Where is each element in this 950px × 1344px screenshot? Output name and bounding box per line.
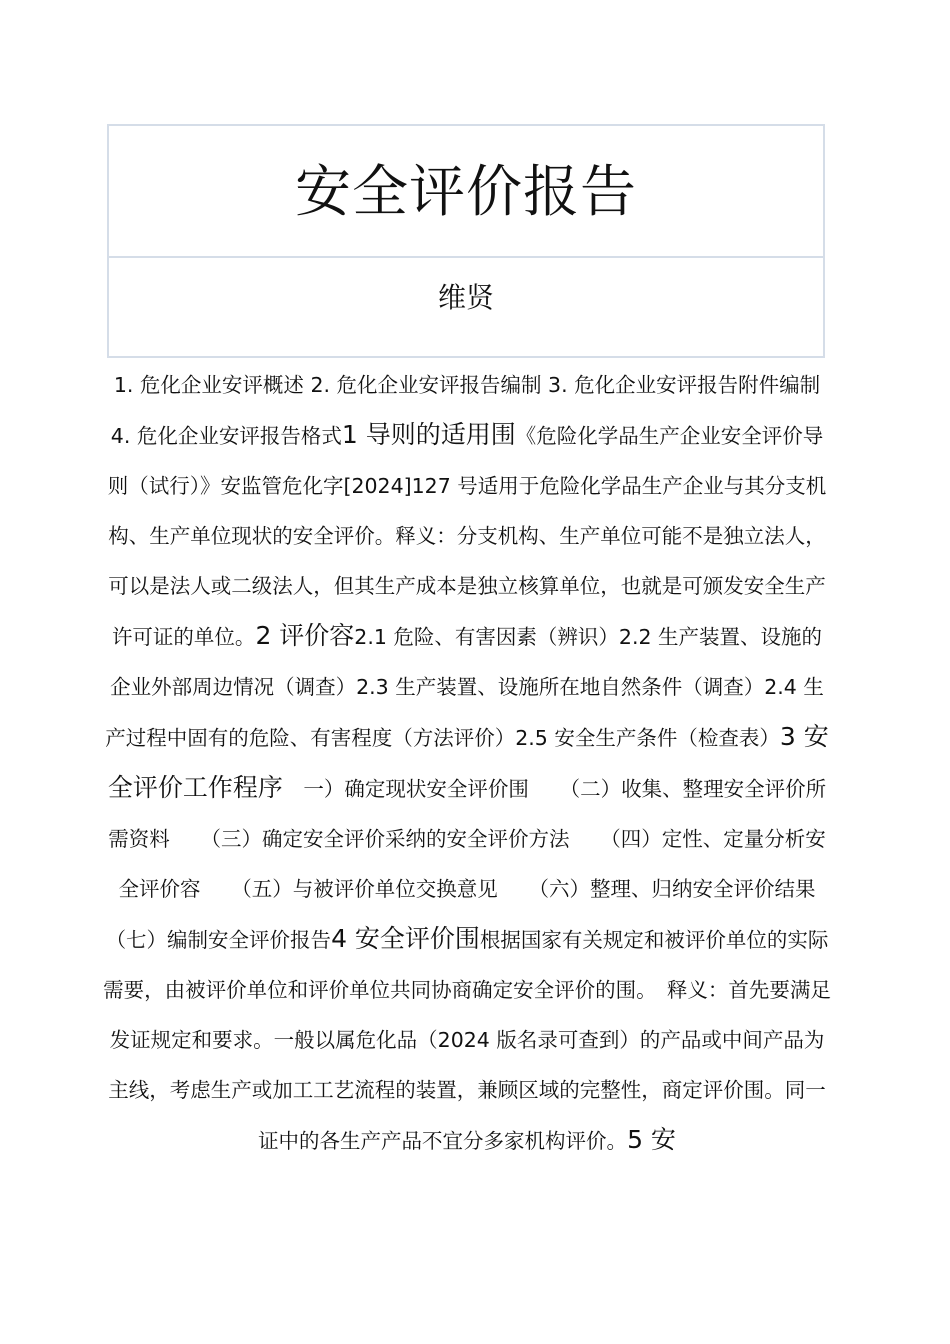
- table-of-contents: 1. 危化企业安评概述 2. 危化企业安评报告编制 3. 危化企业安评报告附件编制 4. 危化企业安评报告格式: [110, 373, 821, 448]
- section-3-text: 一）确定现状安全评价围 （二）收集、整理安全评价所需资料 （三）确定安全评价采纳的安全评价方法 （四）定性、定量分析安全评价容 （五）与被评价单位交换意见 （六）整理、归纳安全评价结果 （七）编制安全评价报告: [105, 777, 857, 952]
- section-1-heading: 1 导则的适用围: [341, 420, 516, 449]
- cover-table: [107, 124, 825, 358]
- section-4-heading: 4 安全评价围: [331, 924, 480, 953]
- section-4-text: 根据国家有关规定和被评价单位的实际需要，由被评价单位和评价单位共同协商确定安全评价的围。 释义：首先要满足发证规定和要求。一般以属危化品（2024 版名录可查到）的产品或中间产品为主线，考虑生产或加工工艺流程的装置，兼顾区域的完整性，商定评价围。同一证中的各生产产品不宜分多家机构评价。: [103, 928, 831, 1153]
- section-2-text: 2.1 危险、有害因素（辨识）2.2 生产装置、设施的企业外部周边情况（调查）2.3 生产装置、设施所在地自然条件（调查）2.4 生产过程中固有的危险、有害程度（方法评价）2.5 安全生产条件（检查表）: [105, 625, 824, 750]
- cover-author-cell: [109, 258, 823, 358]
- section-3-heading: 3 安全评价工作程序: [107, 722, 829, 802]
- document-body: [103, 360, 857, 1166]
- section-1-text: 《危险化学品生产企业安全评价导则（试行）》安监管危化字[2024]127 号适用于危险化学品生产企业与其分支机构、生产单位现状的安全评价。释义：分支机构、生产单位可能不是独立法人，可以是法人或二级法人，但其生产成本是独立核算单位，也就是可颁发安全生产许可证的单位。: [107, 424, 827, 649]
- cover-title-cell: [109, 126, 823, 258]
- section-5-heading: 5 安: [627, 1125, 676, 1154]
- document-title: 安全评价报告: [295, 160, 637, 225]
- document-author: 维贤: [437, 281, 494, 314]
- section-2-heading: 2 评价容: [255, 621, 355, 650]
